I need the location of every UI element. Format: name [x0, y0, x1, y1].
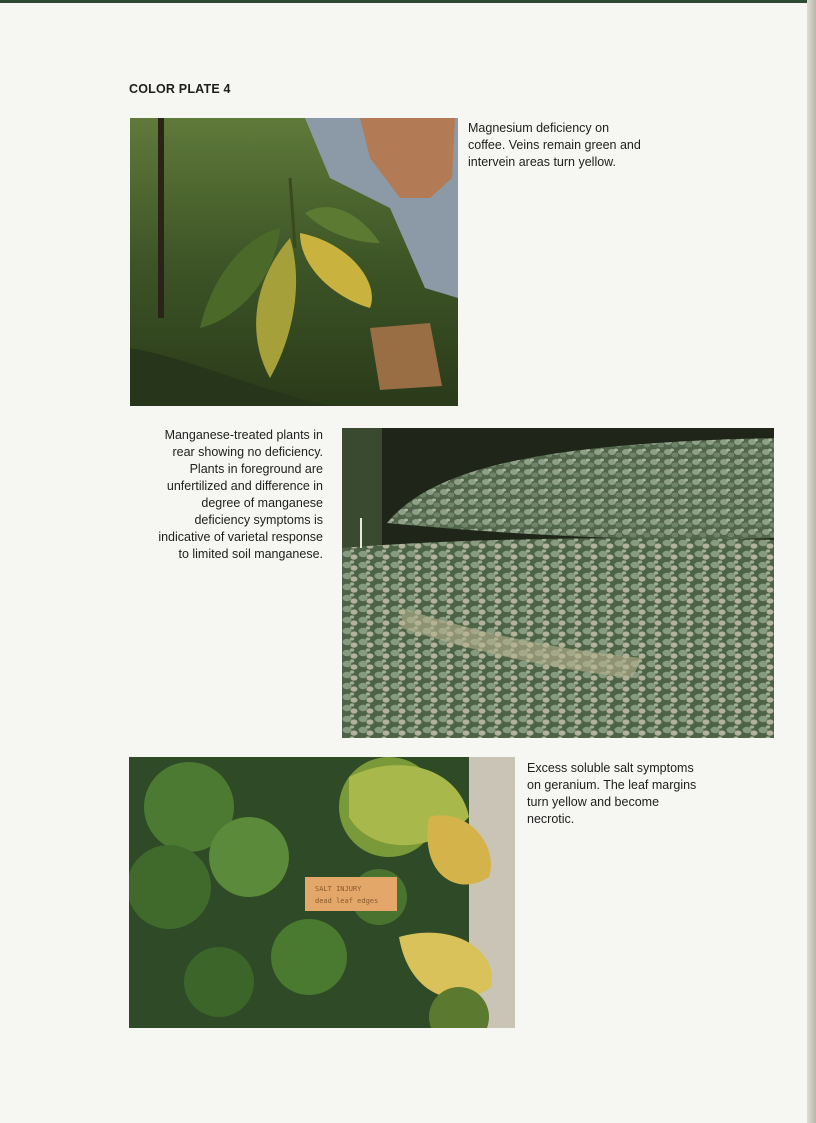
coffee-photo-image [130, 118, 458, 406]
geranium-photo [129, 757, 515, 1028]
manganese-field-photo [342, 428, 774, 738]
page-top-edge [0, 0, 816, 3]
salt-injury-sign [305, 877, 397, 911]
plate-title: COLOR PLATE 4 [129, 82, 231, 96]
manganese-field-photo-image [342, 428, 774, 738]
coffee-photo [130, 118, 458, 406]
coffee-caption: Magnesium deficiency on coffee. Veins remain green and intervein areas turn yellow. [468, 121, 641, 169]
sign-line-2: dead leaf edges [315, 897, 379, 905]
geranium-photo-image [129, 757, 515, 1028]
geranium-caption: Excess soluble salt symptoms on geranium. The leaf margins turn yellow and become necrotic. [527, 761, 697, 826]
page-right-edge [807, 0, 816, 1123]
manganese-caption: Manganese-treated plants in rear showing no deficiency. Plants in foreground are unfertilized and difference in degree of manganese deficiency symptoms is indicative of varietal response to limited soil manganese. [158, 428, 323, 561]
sign-line-1: SALT INJURY [315, 885, 362, 893]
